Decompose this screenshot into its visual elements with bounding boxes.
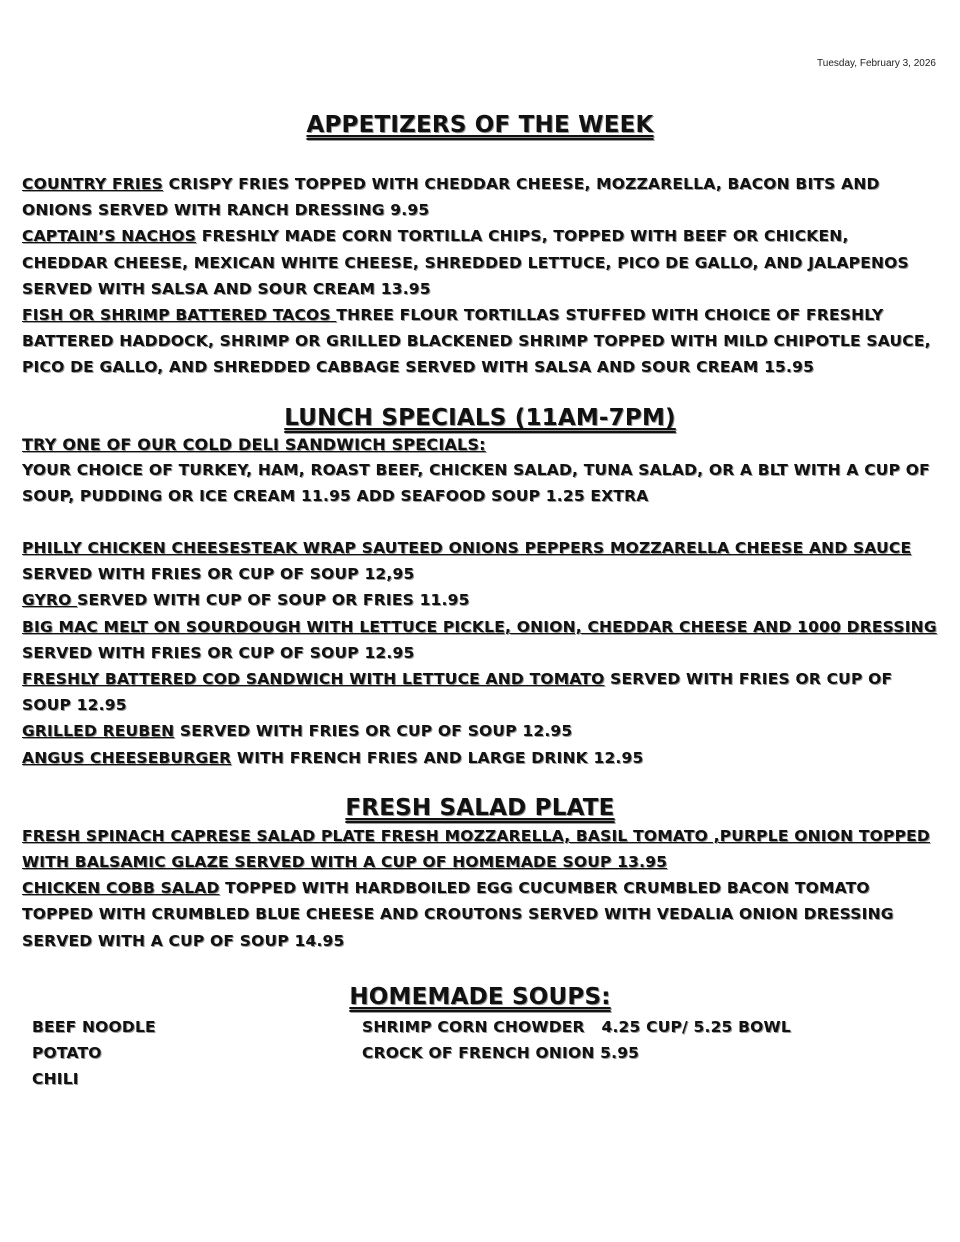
item-name: FRESH SPINACH CAPRESE SALAD PLATE FRESH MOZZARELLA, BASIL TOMATO ,PURPLE ONION TOPPED WITH BALSAMIC GLAZE SERVED WITH A CUP OF HOMEMADE SOUP 13.95: [22, 826, 930, 872]
item-description: SERVED WITH FRIES OR CUP OF SOUP 12.95: [22, 643, 415, 662]
item-description: WITH FRENCH FRIES AND LARGE DRINK 12.95: [231, 748, 644, 767]
menu-item: [22, 875, 938, 954]
soups-title: HOMEMADE SOUPS:: [349, 983, 611, 1010]
item-name: GRILLED REUBEN: [22, 722, 175, 741]
soups-section: [22, 984, 938, 1092]
item-name: GYRO: [22, 591, 78, 610]
menu-item: [22, 223, 938, 302]
menu-item: [22, 587, 938, 613]
deli-description: YOUR CHOICE OF TURKEY, HAM, ROAST BEEF, CHICKEN SALAD, TUNA SALAD, OR A BLT WITH A CUP OF SOUP, PUDDING OR ICE CREAM 11.95 ADD SEAFOOD SOUP 1.25 EXTRA: [22, 460, 930, 505]
soup-item: BEEF NOODLE: [32, 1017, 156, 1036]
item-name: BIG MAC MELT ON SOURDOUGH WITH LETTUCE PICKLE, ONION, CHEDDAR CHEESE AND 1000 DRESSING: [22, 617, 937, 636]
spacer: [22, 509, 938, 535]
menu-item: [22, 666, 938, 718]
item-name: PHILLY CHICKEN CHEESESTEAK WRAP SAUTEED ONIONS PEPPERS MOZZARELLA CHEESE AND SAUCE: [22, 539, 912, 558]
item-description: CRISPY FRIES TOPPED WITH CHEDDAR CHEESE, MOZZARELLA, BACON BITS AND ONIONS SERVED WITH RANCH DRESSING 9.95: [22, 175, 880, 220]
menu-date: Tuesday, February 3, 2026: [817, 58, 936, 69]
menu-item: [22, 614, 938, 666]
salad-title: FRESH SALAD PLATE: [345, 794, 615, 821]
appetizers-section: [22, 112, 938, 381]
item-name: CHICKEN COBB SALAD: [22, 879, 220, 898]
salad-section: [22, 795, 938, 954]
soup-item: SHRIMP CORN CHOWDER 4.25 CUP/ 5.25 BOWL: [362, 1017, 791, 1036]
item-name: FRESHLY BATTERED COD SANDWICH WITH LETTUCE AND TOMATO: [22, 670, 605, 689]
item-name: FISH OR SHRIMP BATTERED TACOS: [22, 306, 337, 325]
lunch-title: LUNCH SPECIALS (11AM-7PM): [284, 404, 676, 431]
item-description: SERVED WITH FRIES OR CUP OF SOUP 12.95: [22, 670, 893, 715]
menu-item: [22, 745, 938, 771]
menu-item: [22, 823, 938, 875]
soups-list: [22, 1014, 938, 1092]
soups-column-left: [32, 1014, 362, 1092]
soup-item: CHILI: [32, 1069, 79, 1088]
menu-item: [22, 171, 938, 223]
deli-subheading: TRY ONE OF OUR COLD DELI SANDWICH SPECIALS:: [22, 434, 486, 454]
menu-item: [22, 718, 938, 744]
item-description: SERVED WITH FRIES OR CUP OF SOUP 12,95: [22, 565, 415, 584]
item-name: ANGUS CHEESEBURGER: [22, 748, 232, 767]
soups-column-right: [362, 1014, 938, 1092]
soup-item: CROCK OF FRENCH ONION 5.95: [362, 1043, 640, 1062]
appetizers-title: APPETIZERS OF THE WEEK: [306, 112, 654, 138]
item-description: SERVED WITH FRIES OR CUP OF SOUP 12.95: [174, 722, 573, 741]
item-description: FRESHLY MADE CORN TORTILLA CHIPS, TOPPED WITH BEEF OR CHICKEN, CHEDDAR CHEESE, MEXICAN WHITE CHEESE, SHREDDED LETTUCE, PICO DE GALLO, AND JALAPENOS SERVED WITH SALSA AND SOUR CREAM 13.95: [22, 227, 909, 298]
item-description: SERVED WITH CUP OF SOUP OR FRIES 11.95: [77, 591, 470, 610]
menu-document: [22, 112, 938, 1092]
menu-item: [22, 535, 938, 587]
lunch-section: [22, 405, 938, 771]
item-description: TOPPED WITH HARDBOILED EGG CUCUMBER CRUMBLED BACON TOMATO TOPPED WITH CRUMBLED BLUE CHEESE AND CROUTONS SERVED WITH VEDALIA ONION DRESSING SERVED WITH A CUP OF SOUP 14.95: [22, 879, 894, 950]
soup-item: POTATO: [32, 1043, 102, 1062]
item-name: COUNTRY FRIES: [22, 175, 164, 193]
item-description: THREE FLOUR TORTILLAS STUFFED WITH CHOICE OF FRESHLY BATTERED HADDOCK, SHRIMP OR GRILLED BLACKENED SHRIMP TOPPED WITH MILD CHIPOTLE SAUCE, PICO DE GALLO, AND SHREDDED CABBAGE SERVED WITH SALSA AND SOUR CREAM 15.95: [22, 306, 931, 377]
item-name: CAPTAIN’S NACHOS: [22, 227, 197, 246]
menu-item: [22, 302, 938, 381]
